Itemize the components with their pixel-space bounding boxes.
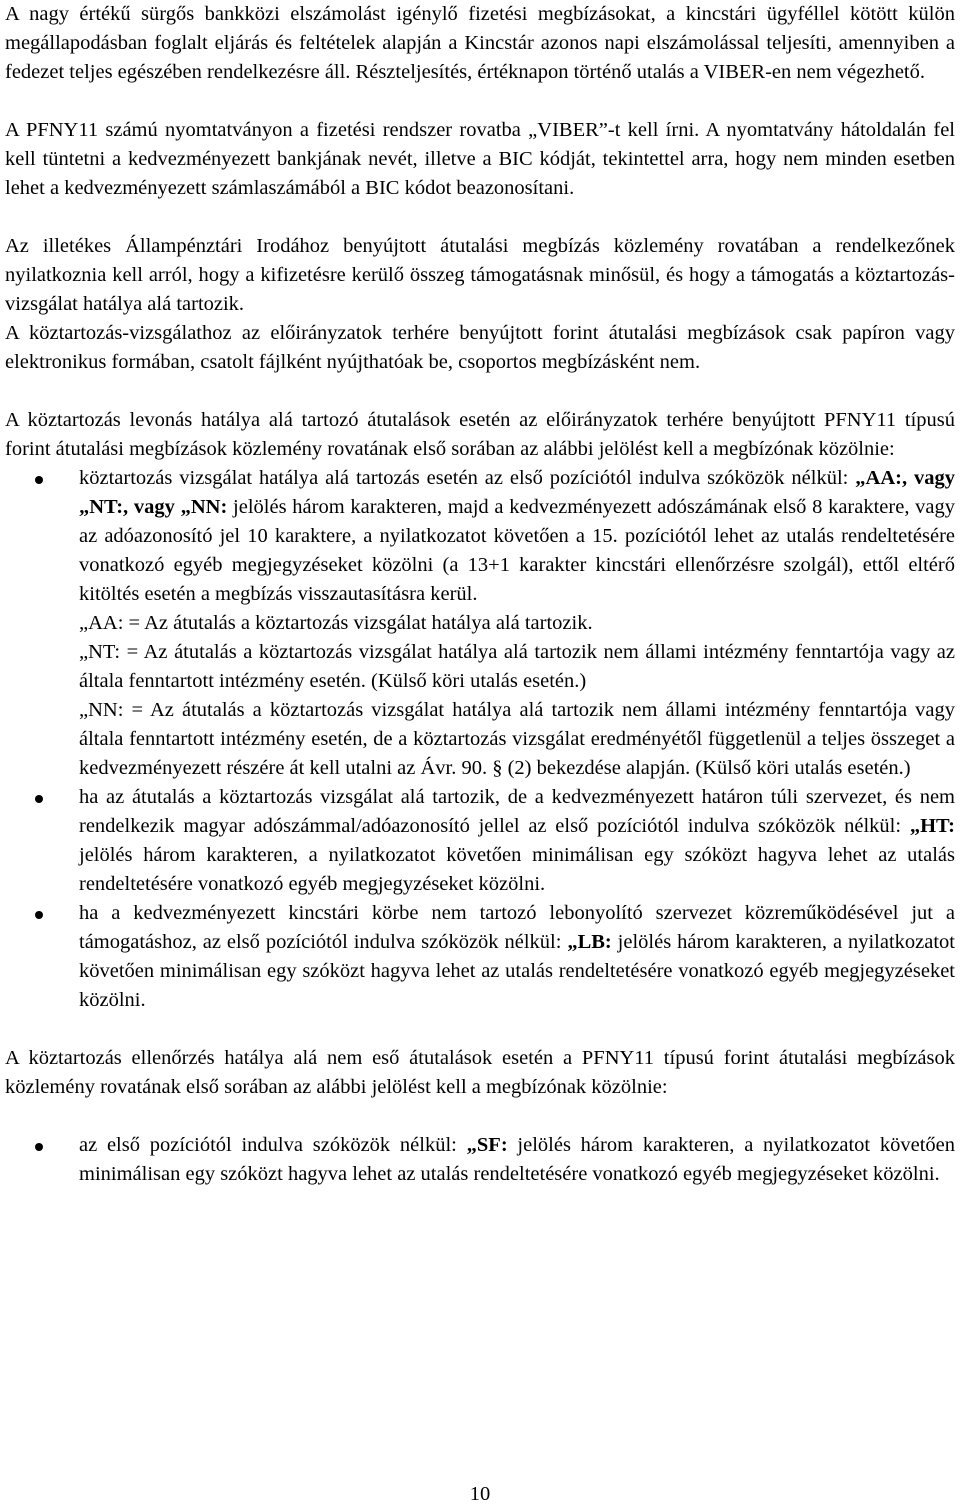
- bullet-icon: [35, 1143, 43, 1151]
- bullet-icon: [35, 795, 43, 803]
- paragraph-koztartozas-ellenorzes: A köztartozás ellenőrzés hatálya alá nem eső átutalások esetén a PFNY11 típusú forint átutalási megbízások közlemény rovatának első sorában az alábbi jelölést kell a megbízónak közölnie:: [5, 1047, 955, 1098]
- paragraph-pfny11-viber: A PFNY11 számú nyomtatványon a fizetési rendszer rovatba „VIBER”-t kell írni. A nyomtatvány hátoldalán fel kell tüntetni a kedvezményezett bankjának nevét, illetve a BIC kódját, tekintettel arra, hogy nem minden esetben lehet a kedvezményezett számlaszámából a BIC kódot beazonosítani.: [5, 119, 955, 199]
- code-nn: „NN:: [180, 496, 228, 518]
- paragraph-allampenztari-iroda: Az illetékes Állampénztári Irodához benyújtott átutalási megbízás közlemény rovatában a rendelkezőnek nyilatkoznia kell arról, hogy a kifizetésre kerülő összeg támogatásnak minősül, és hogy a támogatás a köztartozás-vizsgálat hatálya alá tartozik.: [5, 235, 955, 315]
- code-sf: „SF:: [466, 1134, 508, 1156]
- document-page: [5, 0, 955, 1189]
- definition-nn: „NN: = Az átutalás a köztartozás vizsgálat hatálya alá tartozik nem állami intézmény fenntartója vagy általa fenntartott intézmény esetén, de a köztartozás vizsgálat eredményétől függetlenül a teljes összeget a kedvezményezett részére át kell utalni az Ávr. 90. § (2) bekezdése alapján. (Külső köri utalás esetén.): [79, 699, 955, 779]
- bullet-icon: [35, 476, 43, 484]
- bullet-item-lb: ha a kedvezményezett kincstári körbe nem tartozó lebonyolító szervezet közreműködésével jut a támogatáshoz, az első pozíciótól indulva szóközök nélkül: „LB: jelölés három karakteren, a nyilatkozatot követően minimálisan egy szóközt hagyva lehet az utalás rendeltetésére vonatkozó egyéb megjegyzéseket közölni.: [5, 899, 955, 1015]
- definition-aa: „AA: = Az átutalás a köztartozás vizsgálat hatálya alá tartozik.: [79, 612, 593, 634]
- bullet-item-sf: az első pozíciótól indulva szóközök nélkül: „SF: jelölés három karakteren, a nyilatkozatot követően minimálisan egy szóközt hagyva lehet az utalás rendeltetésére vonatkozó egyéb megjegyzéseket közölni.: [5, 1131, 955, 1189]
- code-aa: „AA:: [855, 467, 902, 489]
- definition-nt: „NT: = Az átutalás a köztartozás vizsgálat hatálya alá tartozik nem állami intézmény fenntartója vagy az általa fenntartott intézmény esetén. (Külső köri utalás esetén.): [79, 641, 955, 692]
- bullet-icon: [35, 911, 43, 919]
- bullet-item-ht: ha az átutalás a köztartozás vizsgálat alá tartozik, de a kedvezményezett határon túli szervezet, és nem rendelkezik magyar adószámmal/adóazonosító jellel az első pozíciótól indulva szóközök nélkül: „HT: jelölés három karakteren, a nyilatkozatot követően minimálisan egy szóközt hagyva lehet az utalás rendeltetésére vonatkozó egyéb megjegyzéseket közölni.: [5, 783, 955, 899]
- code-ht: „HT:: [909, 815, 955, 837]
- code-nt: „NT:: [79, 496, 124, 518]
- paragraph-koztartozas-levonas: A köztartozás levonás hatálya alá tartozó átutalások esetén az előirányzatok terhére benyújtott PFNY11 típusú forint átutalási megbízások közlemény rovatának első sorában az alábbi jelölést kell a megbízónak közölnie:: [5, 409, 955, 460]
- paragraph-viber-settlement: A nagy értékű sürgős bankközi elszámolást igénylő fizetési megbízásokat, a kincstári ügyféllel kötött külön megállapodásban foglalt eljárás és feltételek alapján a Kincstár azonos napi elszámolással teljesíti, amennyiben a fedezet teljes egészében rendelkezésre áll. Részteljesítés, értéknapon történő utalás a VIBER-en nem végezhető.: [5, 3, 955, 83]
- code-lb: „LB:: [567, 931, 612, 953]
- paragraph-koztartozas-vizsgalat: A köztartozás-vizsgálathoz az előirányzatok terhére benyújtott forint átutalási megbízások csak papíron vagy elektronikus formában, csatolt fájlként nyújthatóak be, csoportos megbízásként nem.: [5, 322, 955, 373]
- page-number: 10: [469, 1483, 491, 1505]
- bullet-item-aa-nt-nn: köztartozás vizsgálat hatálya alá tartozás esetén az első pozíciótól indulva szóközök nélkül: „AA:, vagy „NT:, vagy „NN: jelölés három karakteren, majd a kedvezményezett adószámának első 8 karaktere, vagy az adóazonosító jel 10 karaktere, a nyilatkozatot követően a 15. pozíciótól lehet az utalás rendeltetésére vonatkozó egyéb megjegyzéseket közölni (a 13+1 karakter kincstári ellenőrzésre szolgál), ettől eltérő kitöltés esetén a megbízás visszautasításra kerül.: [5, 464, 955, 609]
